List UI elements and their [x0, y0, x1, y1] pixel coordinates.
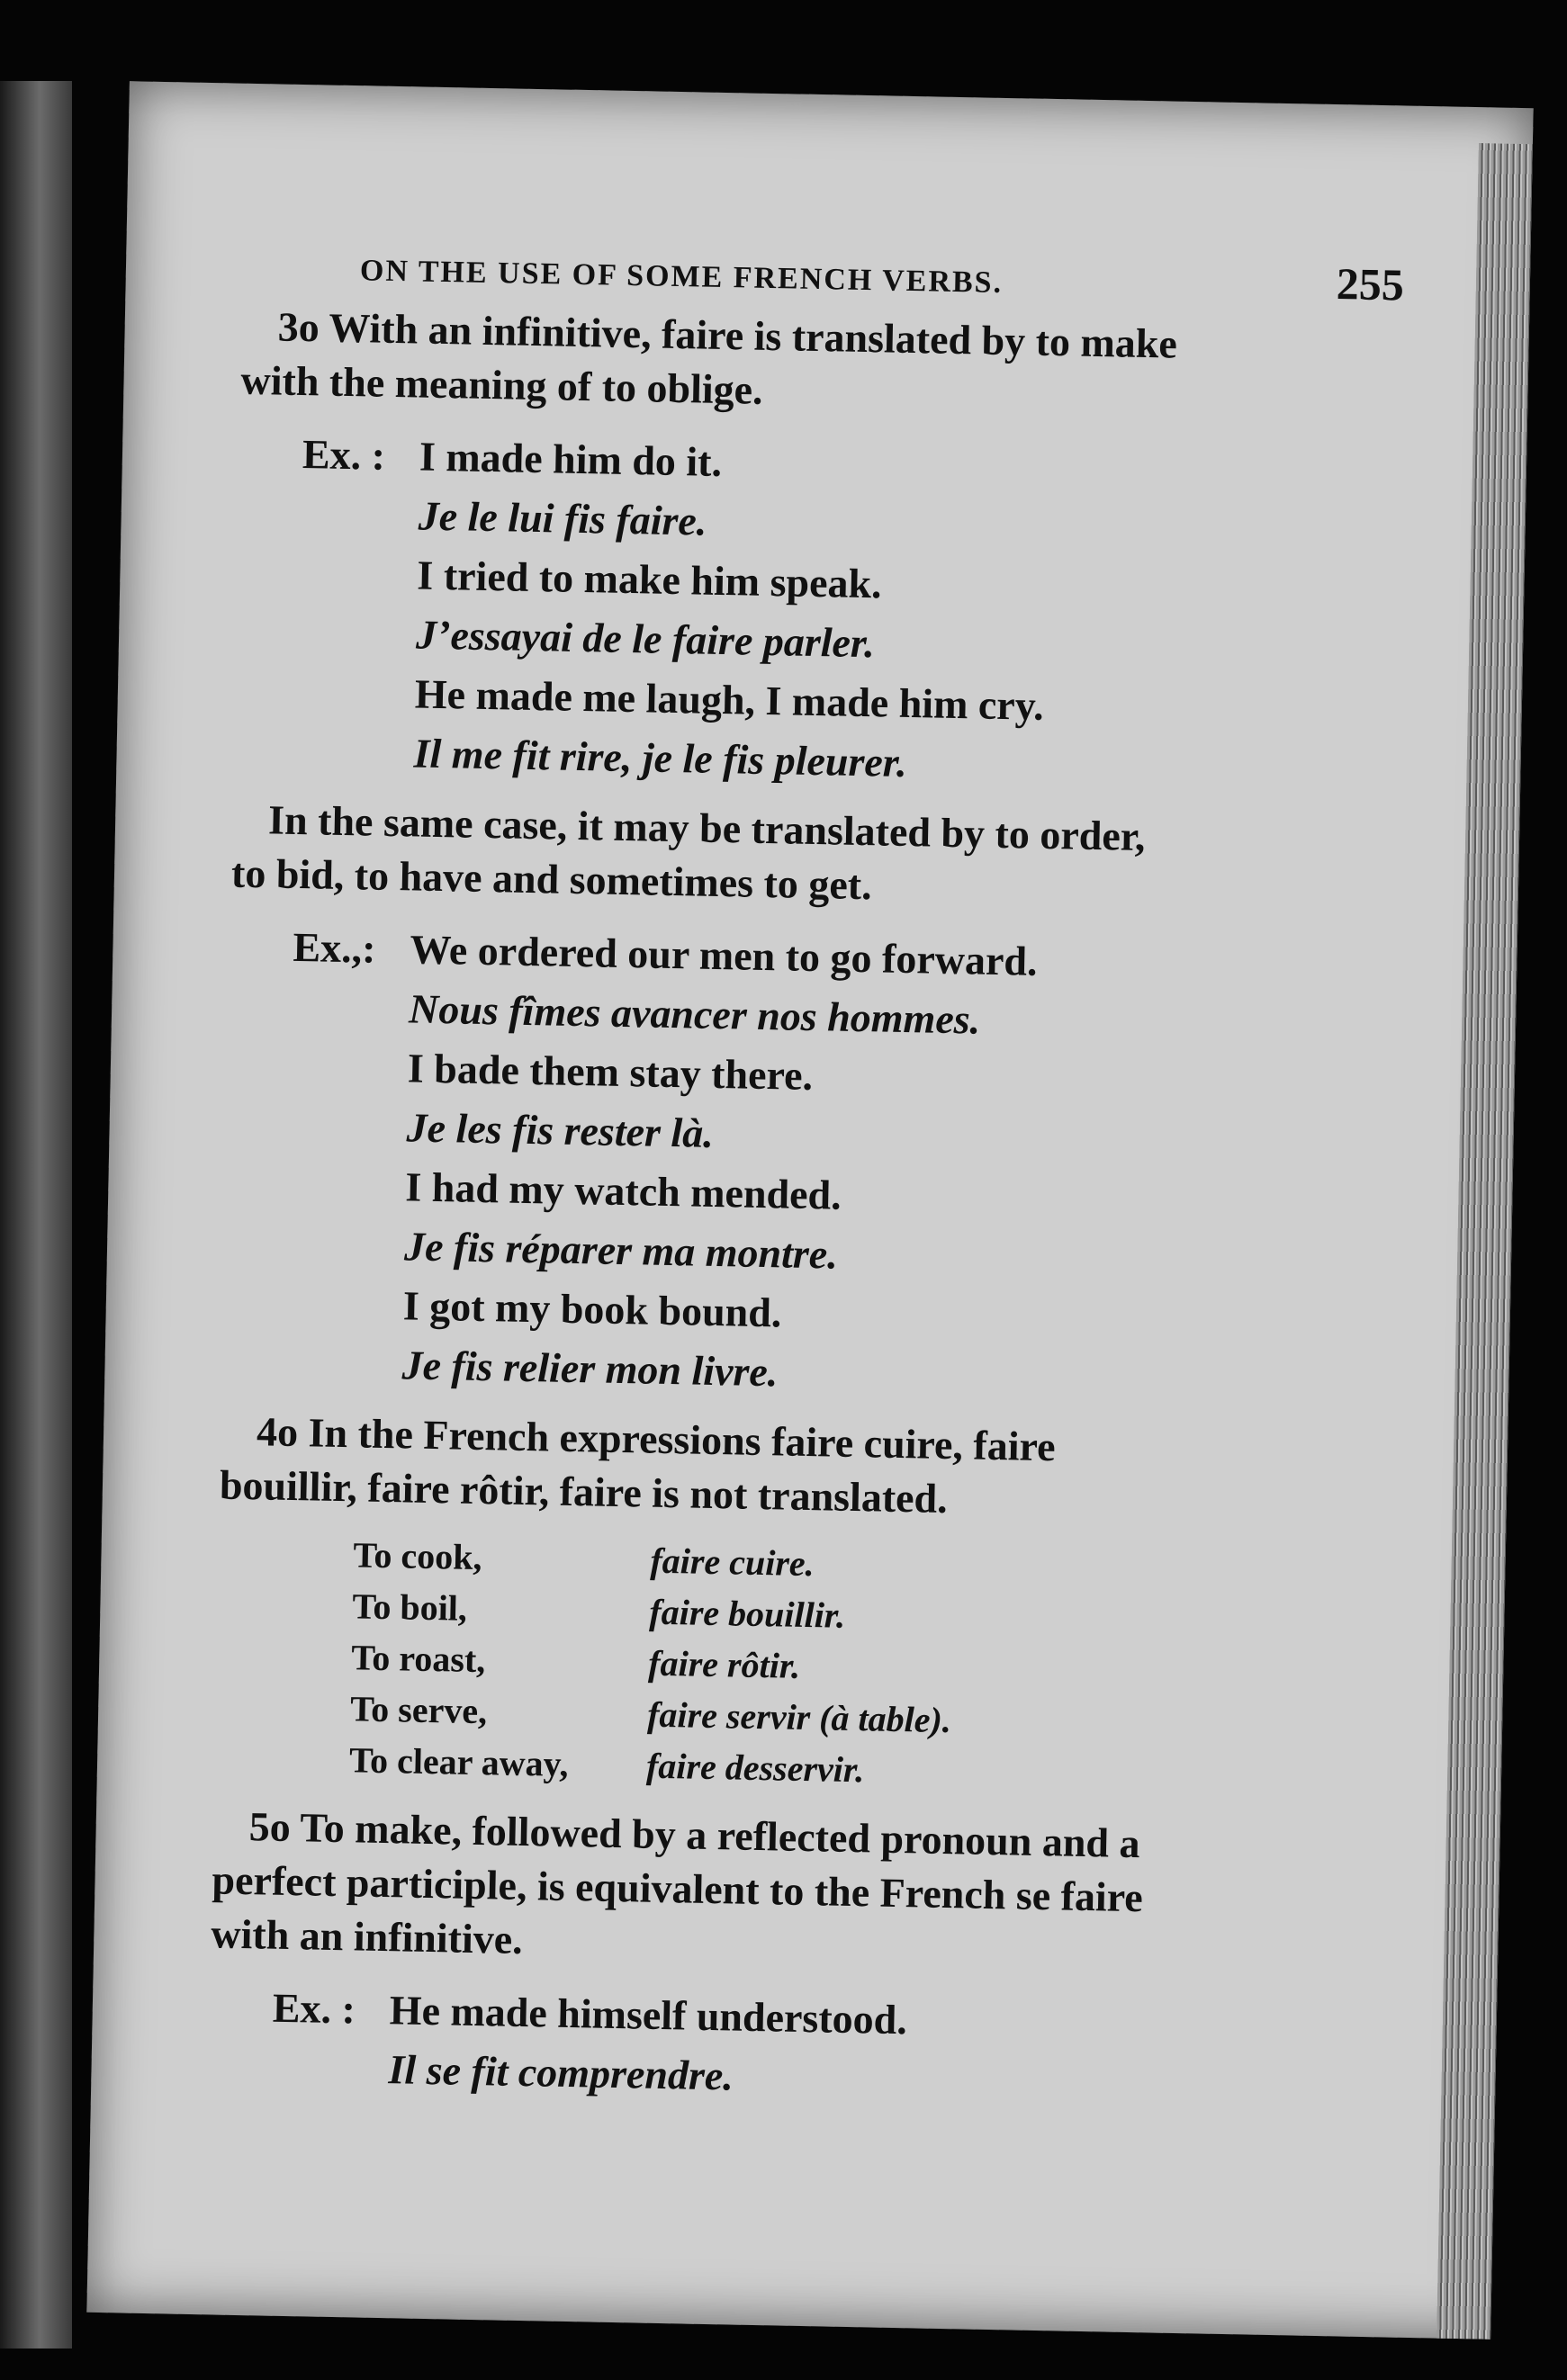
example-lines — [401, 920, 1038, 1406]
vocabulary-french: faire cuire. — [650, 1540, 815, 1585]
vocabulary-english: To clear away, — [348, 1739, 569, 1784]
example-french: Il se fit comprendre. — [388, 2046, 734, 2099]
example-english: He made himself understood. — [389, 1987, 908, 2043]
vocabulary-english: To boil, — [352, 1585, 468, 1629]
section-5-line-2: perfect participle, is equivalent to the French se faire — [212, 1856, 1144, 1921]
vocabulary-english: To cook, — [353, 1534, 482, 1578]
vocabulary-french: faire desservir. — [645, 1745, 865, 1791]
vocabulary-english: To serve, — [349, 1688, 488, 1732]
running-head — [243, 237, 1405, 311]
example-french: Il me fit rire, je le fis pleurer. — [413, 730, 908, 786]
example-label: Ex. : — [302, 431, 386, 479]
section-5-examples — [271, 1979, 1371, 2118]
example-french: Je les fis rester là. — [406, 1104, 715, 1156]
example-french: Je le lui fis faire. — [418, 492, 707, 544]
vocabulary-french: faire rôtir. — [647, 1642, 801, 1686]
section-3b-line-1: In the same case, it may be translated by to order, — [267, 796, 1146, 860]
example-french: Nous fîmes avancer nos hommes. — [408, 985, 981, 1043]
section-5-line-3: with an infinitive. — [210, 1910, 524, 1963]
example-lines — [413, 427, 1049, 795]
example-english: I tried to make him speak. — [416, 552, 883, 607]
section-3-examples — [296, 425, 1400, 802]
example-french: Je fis relier mon livre. — [401, 1342, 779, 1396]
page-stack-edge — [1436, 143, 1533, 2340]
section-4-line-2: bouillir, faire rôtir, faire is not translated. — [219, 1461, 949, 1522]
example-english: I bade them stay there. — [407, 1045, 814, 1100]
example-english: I got my book bound. — [402, 1282, 782, 1336]
example-english: We ordered our men to go forward. — [409, 926, 1039, 984]
vocabulary-french: faire servir (à table). — [646, 1693, 952, 1741]
page-text — [208, 237, 1405, 2131]
vocabulary-french: faire bouillir. — [648, 1591, 846, 1636]
section-4-line-1: 4o In the French expressions faire cuire, faire — [256, 1408, 1057, 1470]
example-label: Ex.,: — [293, 923, 376, 972]
section-3-line-1: 3o With an infinitive, faire is translated by to make — [277, 303, 1178, 367]
example-french: J’essayai de le faire parler. — [415, 611, 876, 667]
section-3-line-2: with the meaning of to oblige. — [240, 356, 764, 413]
book-page — [86, 81, 1533, 2339]
example-french: Je fis réparer ma montre. — [403, 1223, 839, 1278]
example-english: I had my watch mended. — [404, 1163, 842, 1218]
example-english: I made him do it. — [419, 433, 723, 485]
section-3b-examples — [284, 918, 1391, 1414]
section-3b-line-2: to bid, to have and sometimes to get. — [230, 849, 873, 909]
page-number: 255 — [1336, 258, 1405, 310]
left-page-edge — [0, 81, 72, 2349]
example-lines — [388, 1980, 907, 2109]
vocabulary-english: To roast, — [350, 1637, 486, 1681]
vocabulary-table — [349, 1529, 1380, 1805]
example-label: Ex. : — [272, 1984, 356, 2033]
running-title: ON THE USE OF SOME FRENCH VERBS. — [359, 254, 1004, 300]
example-english: He made me laugh, I made him cry. — [414, 670, 1045, 729]
section-5-line-1: 5o To make, followed by a reflected pronoun and a — [248, 1803, 1141, 1867]
